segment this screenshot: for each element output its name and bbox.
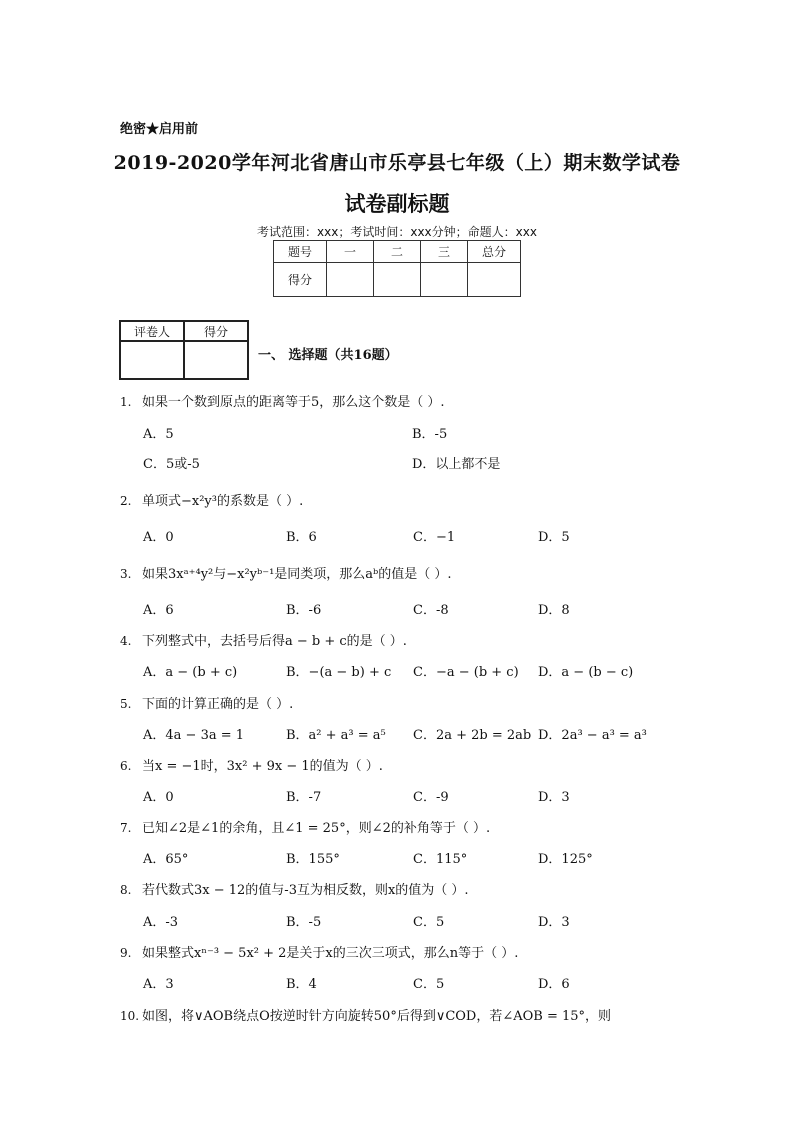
question-stem: 已知∠2是∠1的余角，且∠1 = 25°，则∠2的补角等于（ ）. bbox=[142, 821, 491, 836]
score-cell bbox=[374, 263, 421, 297]
option-a: A．-3 bbox=[143, 915, 179, 930]
question-6 bbox=[120, 755, 383, 774]
question-8 bbox=[120, 879, 469, 898]
score-header-cell: 二 bbox=[374, 241, 421, 263]
option-c: C．5 bbox=[413, 915, 445, 930]
question-3 bbox=[120, 563, 452, 582]
grader-table bbox=[119, 320, 249, 380]
option-a: A．4a − 3a = 1 bbox=[143, 728, 245, 743]
option-b: B．6 bbox=[286, 530, 317, 545]
option-c: C．115° bbox=[413, 852, 468, 867]
question-4 bbox=[120, 630, 407, 649]
score-row-label: 得分 bbox=[274, 263, 327, 297]
option-d: D．a − (b − c) bbox=[538, 665, 634, 680]
secret-label: 绝密★启用前 bbox=[120, 122, 199, 137]
score-header-cell: 一 bbox=[327, 241, 374, 263]
option-b: B．−(a − b) + c bbox=[286, 665, 392, 680]
question-stem: 下列整式中，去括号后得a − b + c的是（ ）. bbox=[142, 634, 407, 649]
question-stem: 如果3xᵃ⁺⁴y²与−x²yᵇ⁻¹是同类项，那么aᵇ的值是（ ）. bbox=[142, 567, 452, 582]
question-number: 6. bbox=[120, 759, 132, 773]
option-a: A．0 bbox=[143, 790, 174, 805]
option-d: D．6 bbox=[538, 977, 570, 992]
option-a: A．3 bbox=[143, 977, 174, 992]
option-c: C．5或-5 bbox=[143, 457, 200, 472]
question-number: 7. bbox=[120, 821, 132, 835]
question-stem: 如图，将∨AOB绕点O按逆时针方向旋转50°后得到∨COD，若∠AOB = 15°，则 bbox=[142, 1009, 612, 1024]
score-header: 得分 bbox=[184, 321, 248, 341]
question-stem: 当x = −1时，3x² + 9x − 1的值为（ ）. bbox=[142, 759, 383, 774]
score-cell bbox=[421, 263, 468, 297]
option-b: B．-5 bbox=[412, 427, 448, 442]
question-number: 5. bbox=[120, 697, 132, 711]
option-d: D．8 bbox=[538, 603, 570, 618]
option-c: C．−a − (b + c) bbox=[413, 665, 519, 680]
option-a: A．6 bbox=[143, 603, 174, 618]
score-header-cell: 总分 bbox=[468, 241, 521, 263]
question-number: 2. bbox=[120, 494, 132, 508]
question-number: 9. bbox=[120, 946, 132, 960]
question-number: 1. bbox=[120, 395, 132, 409]
question-number: 3. bbox=[120, 567, 132, 581]
option-a: A．0 bbox=[143, 530, 174, 545]
option-b: B．-7 bbox=[286, 790, 322, 805]
option-d: D．3 bbox=[538, 915, 570, 930]
option-c: C．2a + 2b = 2ab bbox=[413, 728, 532, 743]
option-a: A．5 bbox=[143, 427, 174, 442]
question-number: 8. bbox=[120, 883, 132, 897]
option-c: C．-9 bbox=[413, 790, 449, 805]
question-1 bbox=[120, 391, 445, 410]
option-c: C．−1 bbox=[413, 530, 456, 545]
page-title: 2019-2020学年河北省唐山市乐亭县七年级（上）期末数学试卷 bbox=[113, 152, 681, 174]
question-stem: 如果整式xⁿ⁻³ − 5x² + 2是关于x的三次三项式，那么n等于（ ）. bbox=[142, 946, 519, 961]
option-b: B．a² + a³ = a⁵ bbox=[286, 728, 386, 743]
page-subtitle: 试卷副标题 bbox=[344, 191, 450, 216]
option-d: D．5 bbox=[538, 530, 570, 545]
option-a: A．65° bbox=[143, 852, 189, 867]
option-d: D．125° bbox=[538, 852, 593, 867]
question-stem: 如果一个数到原点的距离等于5，那么这个数是（ ）. bbox=[142, 395, 445, 410]
question-number: 10. bbox=[120, 1009, 140, 1023]
question-stem: 单项式−x²y³的系数是（ ）. bbox=[142, 494, 304, 509]
question-7 bbox=[120, 817, 490, 836]
option-c: C．-8 bbox=[413, 603, 449, 618]
option-a: A．a − (b + c) bbox=[143, 665, 238, 680]
option-d: D．3 bbox=[538, 790, 570, 805]
option-b: B．-6 bbox=[286, 603, 322, 618]
question-10 bbox=[120, 1005, 611, 1024]
question-2 bbox=[120, 490, 303, 509]
option-c: C．5 bbox=[413, 977, 445, 992]
score-cell bbox=[327, 263, 374, 297]
grader-score-cell bbox=[184, 341, 248, 379]
grader-header: 评卷人 bbox=[120, 321, 184, 341]
question-number: 4. bbox=[120, 634, 132, 648]
question-stem: 若代数式3x − 12的值与-3互为相反数，则x的值为（ ）. bbox=[142, 883, 469, 898]
option-d: D．2a³ − a³ = a³ bbox=[538, 728, 647, 743]
exam-info: 考试范围：xxx；考试时间：xxx分钟；命题人：xxx bbox=[257, 225, 537, 239]
question-5 bbox=[120, 693, 293, 712]
section-title: 一、 选择题（共16题） bbox=[258, 348, 398, 363]
option-d: D．以上都不是 bbox=[412, 457, 501, 472]
option-b: B．4 bbox=[286, 977, 317, 992]
score-table bbox=[273, 240, 521, 297]
score-header-cell: 题号 bbox=[274, 241, 327, 263]
score-cell bbox=[468, 263, 521, 297]
grader-cell bbox=[120, 341, 184, 379]
question-stem: 下面的计算正确的是（ ）. bbox=[142, 697, 294, 712]
option-b: B．155° bbox=[286, 852, 340, 867]
score-header-cell: 三 bbox=[421, 241, 468, 263]
question-9 bbox=[120, 942, 518, 961]
option-b: B．-5 bbox=[286, 915, 322, 930]
